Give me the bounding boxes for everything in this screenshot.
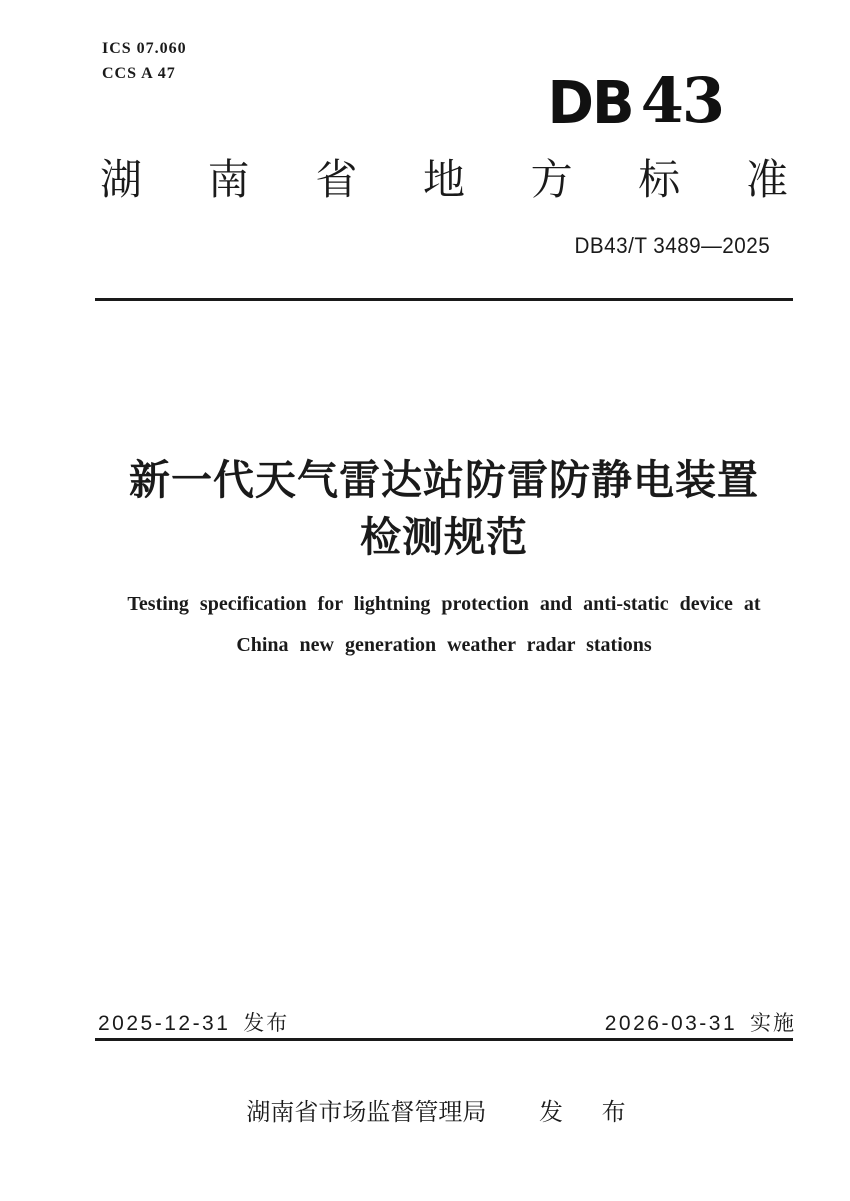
title-en-line2: China new generation weather radar stations	[236, 634, 652, 656]
standard-number: DB43/T 3489—2025	[574, 233, 770, 258]
dates-row	[98, 1007, 796, 1037]
standard-type-char: 方	[530, 156, 573, 203]
title-cn-line2: 检测规范	[360, 514, 528, 560]
db-logo-region-code: 43	[640, 64, 723, 137]
standard-type-char: 地	[422, 156, 465, 203]
ccs-code: CCS A 47	[102, 65, 176, 82]
classification-codes	[102, 36, 187, 86]
implementation-label: 实施	[750, 1012, 796, 1035]
title-cn-line1: 新一代天气雷达站防雷防静电装置	[129, 457, 759, 503]
issue-date: 2025-12-31	[98, 1012, 231, 1035]
top-divider-rule	[95, 298, 793, 301]
issue-date-group	[98, 1007, 289, 1037]
document-title-chinese	[95, 452, 793, 566]
implementation-date: 2026-03-31	[604, 1012, 738, 1035]
standard-type-heading	[100, 155, 788, 205]
publisher-action: 发 布	[539, 1099, 642, 1126]
issue-label: 发布	[243, 1012, 290, 1035]
document-title-english	[95, 584, 793, 666]
standard-type-char: 湖	[100, 156, 143, 203]
db-logo-prefix: DB	[547, 69, 633, 138]
db43-logo	[547, 64, 723, 138]
title-en-line1: Testing specification for lightning protection and anti-static device at	[127, 593, 761, 615]
standard-type-char: 南	[207, 156, 250, 203]
publisher-name: 湖南省市场监督管理局	[246, 1099, 487, 1126]
standard-type-char: 省	[315, 156, 358, 203]
bottom-divider-rule	[95, 1038, 793, 1041]
standard-type-char: 准	[745, 156, 788, 203]
standard-type-char: 标	[638, 156, 681, 203]
publisher-line	[95, 1092, 793, 1127]
ics-code: ICS 07.060	[102, 40, 187, 57]
implementation-date-group	[605, 1007, 796, 1037]
